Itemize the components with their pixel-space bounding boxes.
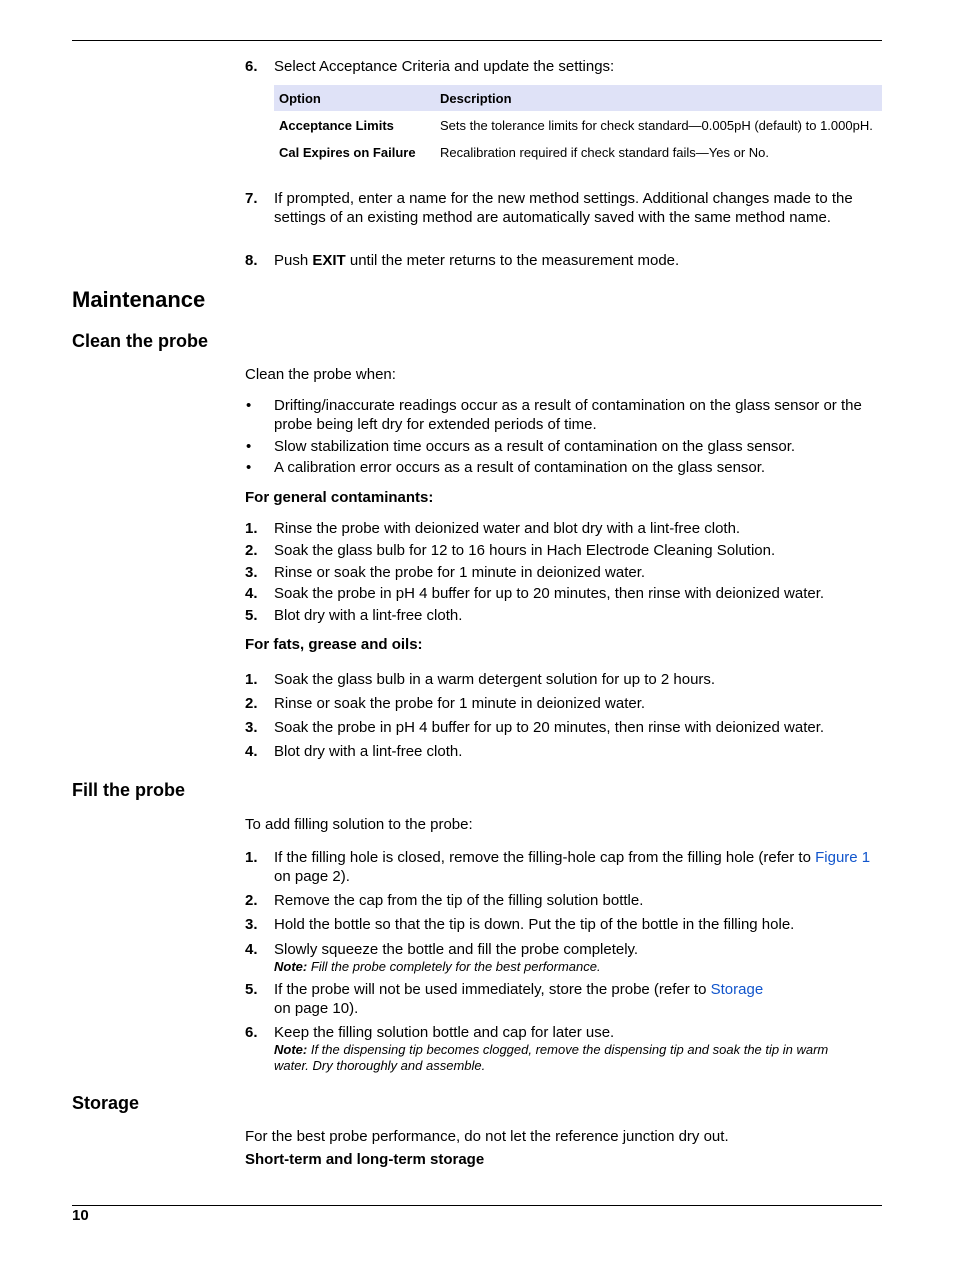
table-cell-option: Cal Expires on Failure (279, 145, 416, 160)
step-number: 2. (245, 695, 258, 712)
step-number: 3. (245, 564, 258, 581)
step-number: 5. (245, 607, 258, 624)
step-text (274, 1023, 859, 1074)
step-text-content: If prompted, enter a name for the new method settings. Additional changes made to the settings of an existing method are automatically saved with the same method name. (274, 190, 853, 226)
step-text-post: on page 10). (274, 1000, 359, 1017)
step-number: 8. (245, 252, 258, 269)
step-number: 5. (245, 981, 258, 998)
table-header-description: Description (435, 85, 882, 111)
note (274, 1042, 859, 1074)
note-text: If the dispensing tip becomes clogged, remove the dispensing tip and soak the tip in warm water. Dry thoroughly and assemble. (274, 1042, 829, 1073)
step-number: 1. (245, 671, 258, 688)
fill-intro: To add filling solution to the probe: (245, 816, 473, 833)
step-number: 7. (245, 190, 258, 207)
step-text (274, 940, 882, 975)
list-item: A calibration error occurs as a result of contamination on the glass sensor. (274, 459, 766, 476)
note-label: Note: (274, 1042, 308, 1057)
step-text: Soak the glass bulb in a warm detergent solution for up to 2 hours. (274, 671, 716, 688)
step-text (274, 251, 882, 270)
step-number: 4. (245, 941, 258, 958)
bullet-marker: • (246, 397, 252, 414)
step-text (274, 980, 814, 1018)
step-text: Blot dry with a lint-free cloth. (274, 607, 463, 624)
step-text: Soak the glass bulb for 12 to 16 hours in Hach Electrode Cleaning Solution. (274, 542, 776, 559)
list-item: Drifting/inaccurate readings occur as a result of contamination on the glass sensor or the probe being left dry for extended periods of time. (274, 397, 862, 433)
subheading-general: For general contaminants: (245, 489, 434, 506)
step-text (274, 189, 882, 227)
header-rule (72, 40, 882, 41)
step-text: Remove the cap from the tip of the filling solution bottle. (274, 892, 644, 909)
clean-intro: Clean the probe when: (245, 366, 396, 383)
table-cell-description: Recalibration required if check standard fails—Yes or No. (440, 145, 770, 160)
step-text (274, 848, 882, 886)
note-text: Fill the probe completely for the best performance. (307, 959, 601, 974)
step-text-pre: Push (274, 252, 313, 269)
table-cell-option: Acceptance Limits (279, 118, 394, 133)
step-number: 6. (245, 1024, 258, 1041)
step-text: Soak the probe in pH 4 buffer for up to 20 minutes, then rinse with deionized water. (274, 585, 825, 602)
note-label: Note: (274, 959, 308, 974)
section-title-storage: Storage (72, 1093, 140, 1113)
step-text-content: Keep the filling solution bottle and cap for later use. (274, 1024, 615, 1041)
page-number: 10 (72, 1207, 89, 1224)
step-number: 4. (245, 585, 258, 602)
subheading-fats: For fats, grease and oils: (245, 636, 423, 653)
step-text: Blot dry with a lint-free cloth. (274, 743, 463, 760)
section-title-maintenance: Maintenance (72, 287, 206, 312)
options-table (274, 85, 882, 165)
note (274, 959, 882, 975)
step-text-post: on page 2). (274, 868, 350, 885)
step-text: Soak the probe in pH 4 buffer for up to 20 minutes, then rinse with deionized water. (274, 719, 825, 736)
step-number: 2. (245, 542, 258, 559)
table-header-row (274, 85, 882, 111)
step-text: Rinse the probe with deionized water and blot dry with a lint-free cloth. (274, 520, 741, 537)
table-row (274, 138, 882, 165)
figure-1-link[interactable]: Figure 1 (815, 849, 871, 866)
section-title-clean-probe: Clean the probe (72, 331, 209, 351)
table-cell-description: Sets the tolerance limits for check standard—0.005pH (default) to 1.000pH. (440, 118, 873, 133)
storage-link[interactable]: Storage (710, 981, 764, 998)
step-number: 3. (245, 719, 258, 736)
subheading-storage: Short-term and long-term storage (245, 1151, 485, 1168)
bullet-marker: • (246, 459, 252, 476)
list-item: Slow stabilization time occurs as a result of contamination on the glass sensor. (274, 438, 796, 455)
step-text-pre: If the filling hole is closed, remove the filling-hole cap from the filling hole (refer to (274, 849, 816, 866)
step-text-post: until the meter returns to the measurement mode. (345, 252, 680, 269)
step-text: Rinse or soak the probe for 1 minute in deionized water. (274, 695, 646, 712)
footer-rule (72, 1205, 882, 1206)
step-number: 1. (245, 520, 258, 537)
bullet-marker: • (246, 438, 252, 455)
step-text: Select Acceptance Criteria and update the settings: (274, 58, 615, 75)
exit-key-label: EXIT (312, 252, 346, 269)
table-header-option: Option (274, 85, 435, 111)
step-text: Hold the bottle so that the tip is down. Put the tip of the bottle in the filling hole. (274, 916, 795, 933)
step-number: 1. (245, 849, 258, 866)
storage-intro: For the best probe performance, do not let the reference junction dry out. (245, 1128, 729, 1145)
section-title-fill-probe: Fill the probe (72, 780, 186, 800)
step-text-content: Slowly squeeze the bottle and fill the probe completely. (274, 941, 639, 958)
step-text-pre: If the probe will not be used immediately, store the probe (refer to (274, 981, 711, 998)
step-number: 6. (245, 58, 258, 75)
step-number: 2. (245, 892, 258, 909)
table-row (274, 111, 882, 138)
step-number: 3. (245, 916, 258, 933)
step-text: Rinse or soak the probe for 1 minute in deionized water. (274, 564, 646, 581)
step-number: 4. (245, 743, 258, 760)
